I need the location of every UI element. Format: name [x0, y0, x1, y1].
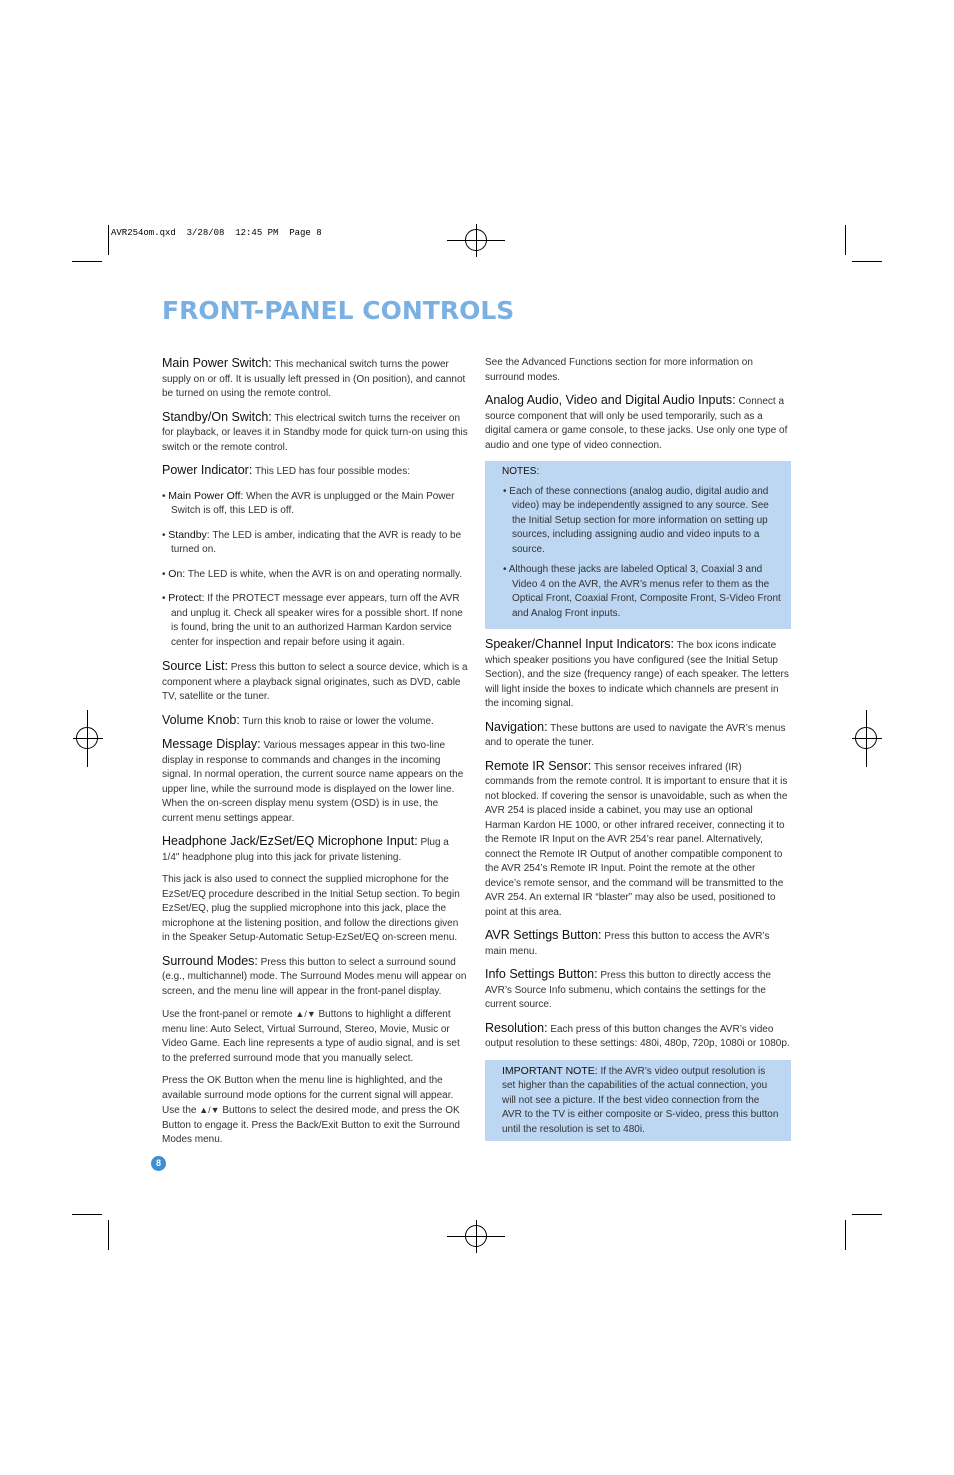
crop-mark [852, 261, 882, 262]
crop-mark [72, 261, 102, 262]
page-title: FRONT-PANEL CONTROLS [162, 296, 515, 325]
notes-box [485, 461, 791, 629]
crop-mark [108, 225, 109, 255]
list-item: • Main Power Off: When the AVR is unplugged or the Main Power Switch is off, this LED is off. [162, 489, 455, 516]
crop-mark [72, 1214, 102, 1215]
arrow-up-down-icon: ▲/▼ [199, 1105, 220, 1115]
note-item: • Although these jacks are labeled Optical 3, Coaxial 3 and Video 4 on the AVR, the AVR’s menus refer to them as the Optical Front, Coaxial Front, Composite Front, S-Video Front and Analog Front inputs. [503, 564, 781, 619]
surround-modes-entry: Surround Modes: Press this button to select a surround sound (e.g., multichannel) mode. The Surround Modes menu will appear on screen, and the menu line will appear in the front-panel display. [162, 953, 467, 997]
list-item: • Standby: The LED is amber, indicating that the AVR is ready to be turned on. [162, 528, 462, 555]
volume-knob-entry: Volume Knob: Turn this knob to raise or lower the volume. [162, 712, 434, 727]
analog-inputs-entry: Analog Audio, Video and Digital Audio Inputs: Connect a source component that will only be used temporarily, such as a digital camera or game console, to these jacks. Use only one type of audio and one type of video connection. [485, 393, 788, 451]
list-item: • Protect: If the PROTECT message ever appears, turn off the AVR and unplug it. Check all speaker wires for a possible short. If none is found, bring the unit to an authorized Harman Kardon service center for inspection and repair before using it again. [162, 592, 463, 648]
see-advanced-functions: See the Advanced Functions section for more information on surround modes. [485, 357, 753, 383]
speaker-indicators-entry: Speaker/Channel Input Indicators: The box icons indicate which speaker positions you have configured (see the Initial Setup Section), and the size (frequency range) of each speaker. The letters will light inside the boxes to indicate which channels are present in the incoming signal. [485, 637, 789, 709]
page-number: 8 [151, 1156, 166, 1171]
crop-mark [845, 1220, 846, 1250]
avr-settings-entry: AVR Settings Button: Press this button to access the AVR’s main menu. [485, 928, 770, 957]
notes-label: NOTES: [502, 466, 540, 477]
power-indicator-entry: Power Indicator: This LED has four possible modes: [162, 463, 411, 477]
surround-modes-ok: Press the OK Button when the menu line is highlighted, and the available surround mode options for the current signal will appear. Use the ▲/▼ Buttons to select the desired mode, and press the OK Button to engage it. Press the Back/Exit Button to exit the Surround Modes menu. [162, 1075, 460, 1145]
arrow-up-down-icon: ▲/▼ [295, 1009, 316, 1019]
standby-switch-entry: Standby/On Switch: This electrical switch turns the receiver on for playback, or leaves it in Standby mode for quick turn-on using this switch or the remote control. [162, 409, 468, 453]
important-note-label: IMPORTANT NOTE: [502, 1064, 598, 1077]
surround-modes-detail: Use the front-panel or remote ▲/▼ Buttons to highlight a different menu line: Auto Select, Virtual Surround, Stereo, Movie, Music or Video Game. Each line represents a type of audio signal, and is set to the preferred surround mode that you manually select. [162, 1009, 460, 1064]
left-column [162, 356, 468, 1156]
headphone-jack-entry: Headphone Jack/EzSet/EQ Microphone Input: Plug a 1/4" headphone plug into this jack for private listening. [162, 834, 449, 863]
crop-mark [852, 1214, 882, 1215]
main-power-switch-entry: Main Power Switch: This mechanical switch turns the power supply on or off. It is usually left pressed in (On position), and cannot be turned on using the remote control. [162, 356, 466, 399]
print-slug: AVR254om.qxd 3/28/08 12:45 PM Page 8 [111, 228, 322, 238]
remote-ir-sensor-entry: Remote IR Sensor: This sensor receives infrared (IR) commands from the remote control. It is important to ensure that it is not blocked. If covering the sensor is unavoidable, such as when the AVR 254 is placed inside a cabinet, you may use an optional Harman Kardon HE 1000, or other infrared receiver, connecting it to the Remote IR Input on the AVR 254’s rear panel. Alternatively, connect the Remote IR Output of another compatible component to the AVR 254’s Remote IR Input. Point the remote at the other device’s remote sensor, and the command will be transmitted to the AVR 254. An external IR “blaster” may also be used, positioned to point at this area. [485, 758, 788, 918]
right-column [485, 356, 791, 1149]
info-settings-entry: Info Settings Button: Press this button to directly access the AVR’s Source Info submenu, which contains the settings for the current source. [485, 967, 771, 1010]
navigation-entry: Navigation: These buttons are used to navigate the AVR’s menus and to operate the tuner. [485, 719, 786, 748]
note-item: • Each of these connections (analog audio, digital audio and video) may be independently assigned to any source. See the Initial Setup section for more information on setting up sources, including assigning audio and video inputs to a source. [503, 485, 769, 555]
headphone-jack-detail: This jack is also used to connect the supplied microphone for the EzSet/EQ procedure described in the Initial Setup section. To begin EzSet/EQ, plug the supplied microphone into this jack, place the microphone at the listening position, and follow the directions given in the Speaker Setup-Automatic Setup-EzSet/EQ on-screen menu. [162, 874, 460, 943]
list-item: • On: The LED is white, when the AVR is on and operating normally. [162, 567, 463, 580]
message-display-entry: Message Display: Various messages appear in this two-line display in response to commands and changes in the incoming signal. In normal operation, the current source name appears on the upper line, while the surround mode is displayed on the lower line. When the on-screen display menu system (OSD) is in use, the current menu settings appear. [162, 737, 464, 824]
crop-mark [108, 1220, 109, 1250]
crop-mark [845, 225, 846, 255]
resolution-entry: Resolution: Each press of this button changes the AVR’s video output resolution to these settings: 480i, 480p, 720p, 1080i or 1080p. [485, 1020, 790, 1049]
important-note-box: IMPORTANT NOTE: If the AVR’s video output resolution is set higher than the capabilities of the actual connection, you will not see a picture. If the best video connection from the AVR to the TV is either composite or S-video, press this button until the resolution is set to 480i. [485, 1060, 791, 1142]
source-list-entry: Source List: Press this button to select a source device, which is a component where a playback signal originates, such as DVD, cable TV, satellite or the tuner. [162, 659, 468, 702]
